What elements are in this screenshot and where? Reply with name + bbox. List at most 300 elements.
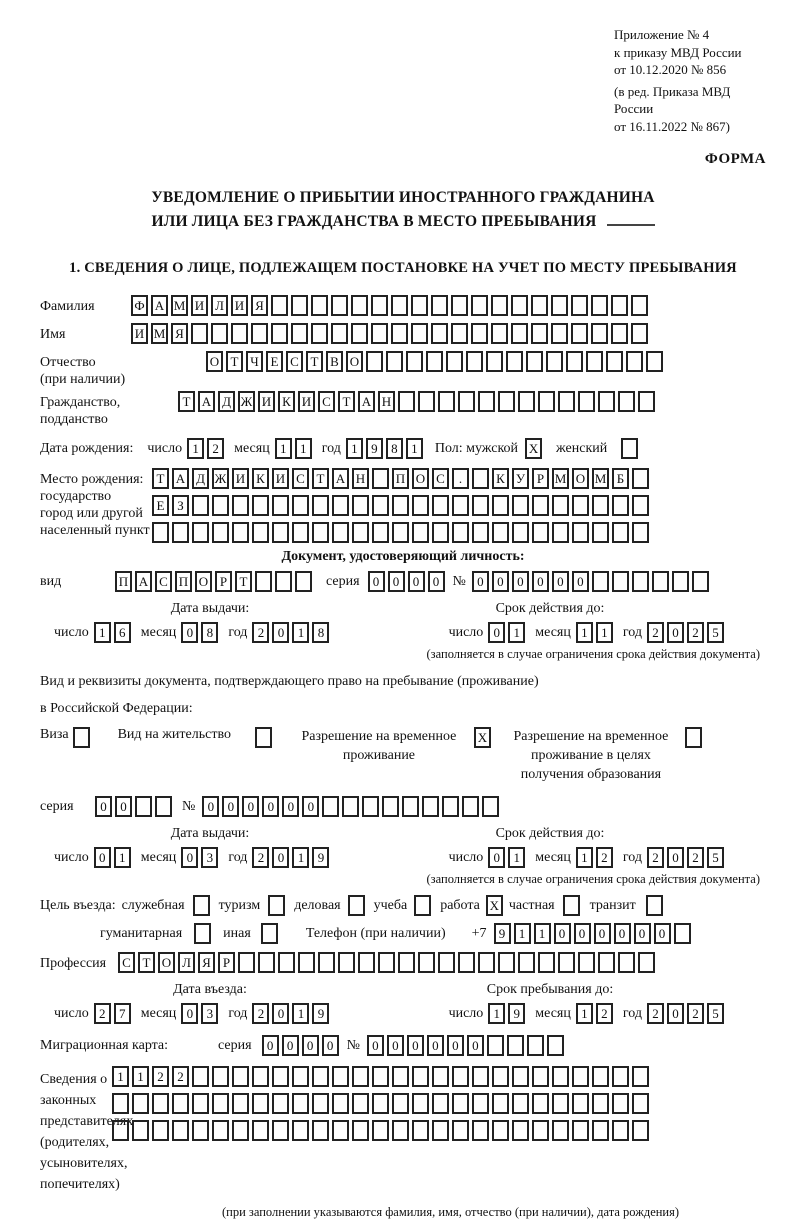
char-cell[interactable]: [332, 1066, 349, 1087]
char-cell[interactable]: 0: [594, 923, 611, 944]
char-cell[interactable]: [552, 1093, 569, 1114]
char-cell[interactable]: [492, 1066, 509, 1087]
char-cell[interactable]: Т: [312, 468, 329, 489]
char-cell[interactable]: [552, 1120, 569, 1141]
char-cell[interactable]: П: [115, 571, 132, 592]
char-cell[interactable]: 0: [572, 571, 589, 592]
char-cell[interactable]: А: [332, 468, 349, 489]
char-cell[interactable]: 9: [494, 923, 511, 944]
char-cell[interactable]: 0: [272, 1003, 289, 1024]
char-cell[interactable]: [438, 391, 455, 412]
char-cell[interactable]: 0: [181, 1003, 198, 1024]
char-cell[interactable]: [558, 391, 575, 412]
char-cell[interactable]: 0: [472, 571, 489, 592]
char-cell[interactable]: М: [151, 323, 168, 344]
char-cell[interactable]: 0: [272, 622, 289, 643]
char-cell[interactable]: 1: [132, 1066, 149, 1087]
char-cell[interactable]: Д: [192, 468, 209, 489]
char-cell[interactable]: [527, 1035, 544, 1056]
char-cell[interactable]: [512, 495, 529, 516]
char-cell[interactable]: А: [358, 391, 375, 412]
char-cell[interactable]: [592, 571, 609, 592]
char-cell[interactable]: 0: [202, 796, 219, 817]
char-cell[interactable]: [478, 391, 495, 412]
checkbox-cell[interactable]: X: [474, 727, 491, 748]
char-cell[interactable]: [372, 1093, 389, 1114]
char-cell[interactable]: 0: [387, 1035, 404, 1056]
char-cell[interactable]: 8: [312, 622, 329, 643]
char-cell[interactable]: [546, 351, 563, 372]
char-cell[interactable]: [292, 495, 309, 516]
char-cell[interactable]: [512, 1093, 529, 1114]
char-cell[interactable]: А: [135, 571, 152, 592]
char-cell[interactable]: [155, 796, 172, 817]
char-cell[interactable]: 2: [596, 847, 613, 868]
char-cell[interactable]: [442, 796, 459, 817]
char-cell[interactable]: [632, 1093, 649, 1114]
char-cell[interactable]: 1: [534, 923, 551, 944]
char-cell[interactable]: 7: [114, 1003, 131, 1024]
char-cell[interactable]: [471, 323, 488, 344]
char-cell[interactable]: С: [318, 391, 335, 412]
char-cell[interactable]: [547, 1035, 564, 1056]
char-cell[interactable]: Ж: [212, 468, 229, 489]
char-cell[interactable]: Р: [218, 952, 235, 973]
char-cell[interactable]: [386, 351, 403, 372]
char-cell[interactable]: [572, 1120, 589, 1141]
char-cell[interactable]: 2: [252, 1003, 269, 1024]
char-cell[interactable]: [591, 323, 608, 344]
char-cell[interactable]: [551, 295, 568, 316]
checkbox-cell[interactable]: [268, 895, 285, 916]
char-cell[interactable]: [452, 1066, 469, 1087]
char-cell[interactable]: И: [272, 468, 289, 489]
char-cell[interactable]: С: [155, 571, 172, 592]
char-cell[interactable]: [232, 1120, 249, 1141]
checkbox-cell[interactable]: [255, 727, 272, 748]
char-cell[interactable]: [192, 495, 209, 516]
char-cell[interactable]: [362, 796, 379, 817]
char-cell[interactable]: 5: [707, 847, 724, 868]
char-cell[interactable]: [391, 323, 408, 344]
char-cell[interactable]: [506, 351, 523, 372]
char-cell[interactable]: Т: [235, 571, 252, 592]
char-cell[interactable]: 2: [687, 847, 704, 868]
char-cell[interactable]: [411, 323, 428, 344]
char-cell[interactable]: [452, 495, 469, 516]
char-cell[interactable]: [626, 351, 643, 372]
char-cell[interactable]: 1: [275, 438, 292, 459]
char-cell[interactable]: [432, 1120, 449, 1141]
char-cell[interactable]: [498, 391, 515, 412]
char-cell[interactable]: [618, 391, 635, 412]
char-cell[interactable]: [332, 1120, 349, 1141]
char-cell[interactable]: 1: [94, 622, 111, 643]
char-cell[interactable]: [518, 952, 535, 973]
char-cell[interactable]: 1: [406, 438, 423, 459]
char-cell[interactable]: [295, 571, 312, 592]
char-cell[interactable]: 2: [207, 438, 224, 459]
char-cell[interactable]: [638, 952, 655, 973]
char-cell[interactable]: Р: [215, 571, 232, 592]
char-cell[interactable]: [338, 952, 355, 973]
char-cell[interactable]: 1: [508, 622, 525, 643]
char-cell[interactable]: О: [195, 571, 212, 592]
char-cell[interactable]: .: [452, 468, 469, 489]
char-cell[interactable]: [458, 391, 475, 412]
char-cell[interactable]: Т: [138, 952, 155, 973]
char-cell[interactable]: [532, 1120, 549, 1141]
char-cell[interactable]: [352, 495, 369, 516]
char-cell[interactable]: [491, 323, 508, 344]
char-cell[interactable]: [412, 1120, 429, 1141]
char-cell[interactable]: 2: [596, 1003, 613, 1024]
char-cell[interactable]: [366, 351, 383, 372]
char-cell[interactable]: [451, 323, 468, 344]
char-cell[interactable]: [612, 1066, 629, 1087]
char-cell[interactable]: [372, 495, 389, 516]
char-cell[interactable]: [292, 522, 309, 543]
char-cell[interactable]: [212, 522, 229, 543]
checkbox-cell[interactable]: X: [486, 895, 503, 916]
char-cell[interactable]: [432, 495, 449, 516]
char-cell[interactable]: [672, 571, 689, 592]
char-cell[interactable]: [526, 351, 543, 372]
char-cell[interactable]: 5: [707, 622, 724, 643]
char-cell[interactable]: Ж: [238, 391, 255, 412]
char-cell[interactable]: С: [432, 468, 449, 489]
char-cell[interactable]: 1: [576, 1003, 593, 1024]
char-cell[interactable]: [692, 571, 709, 592]
char-cell[interactable]: 1: [488, 1003, 505, 1024]
char-cell[interactable]: [432, 1066, 449, 1087]
char-cell[interactable]: 0: [428, 571, 445, 592]
char-cell[interactable]: [352, 1120, 369, 1141]
char-cell[interactable]: С: [286, 351, 303, 372]
char-cell[interactable]: [232, 1066, 249, 1087]
char-cell[interactable]: [674, 923, 691, 944]
char-cell[interactable]: К: [278, 391, 295, 412]
char-cell[interactable]: Ф: [131, 295, 148, 316]
char-cell[interactable]: Б: [612, 468, 629, 489]
char-cell[interactable]: [192, 1066, 209, 1087]
char-cell[interactable]: В: [326, 351, 343, 372]
char-cell[interactable]: [392, 1066, 409, 1087]
char-cell[interactable]: [531, 323, 548, 344]
char-cell[interactable]: 0: [554, 923, 571, 944]
char-cell[interactable]: 1: [187, 438, 204, 459]
char-cell[interactable]: И: [298, 391, 315, 412]
char-cell[interactable]: [252, 1093, 269, 1114]
char-cell[interactable]: [371, 295, 388, 316]
char-cell[interactable]: [291, 295, 308, 316]
char-cell[interactable]: 0: [447, 1035, 464, 1056]
char-cell[interactable]: [191, 323, 208, 344]
char-cell[interactable]: [352, 522, 369, 543]
char-cell[interactable]: [492, 1120, 509, 1141]
char-cell[interactable]: 0: [181, 847, 198, 868]
char-cell[interactable]: 2: [687, 622, 704, 643]
char-cell[interactable]: [172, 1120, 189, 1141]
char-cell[interactable]: [378, 952, 395, 973]
char-cell[interactable]: [612, 571, 629, 592]
char-cell[interactable]: [492, 1093, 509, 1114]
char-cell[interactable]: 0: [272, 847, 289, 868]
char-cell[interactable]: [358, 952, 375, 973]
char-cell[interactable]: [132, 1120, 149, 1141]
char-cell[interactable]: О: [572, 468, 589, 489]
char-cell[interactable]: [272, 1093, 289, 1114]
char-cell[interactable]: [382, 796, 399, 817]
char-cell[interactable]: [452, 1093, 469, 1114]
char-cell[interactable]: [211, 323, 228, 344]
char-cell[interactable]: [292, 1120, 309, 1141]
char-cell[interactable]: 0: [242, 796, 259, 817]
char-cell[interactable]: [591, 295, 608, 316]
char-cell[interactable]: 0: [667, 622, 684, 643]
char-cell[interactable]: 1: [514, 923, 531, 944]
char-cell[interactable]: 0: [654, 923, 671, 944]
char-cell[interactable]: [312, 522, 329, 543]
char-cell[interactable]: 0: [407, 1035, 424, 1056]
char-cell[interactable]: М: [592, 468, 609, 489]
char-cell[interactable]: 0: [512, 571, 529, 592]
char-cell[interactable]: 1: [292, 622, 309, 643]
char-cell[interactable]: [312, 1093, 329, 1114]
char-cell[interactable]: [572, 495, 589, 516]
char-cell[interactable]: [272, 495, 289, 516]
char-cell[interactable]: [487, 1035, 504, 1056]
char-cell[interactable]: 0: [302, 1035, 319, 1056]
char-cell[interactable]: [592, 495, 609, 516]
char-cell[interactable]: [532, 522, 549, 543]
char-cell[interactable]: Я: [198, 952, 215, 973]
char-cell[interactable]: [406, 351, 423, 372]
char-cell[interactable]: Т: [306, 351, 323, 372]
checkbox-cell[interactable]: [685, 727, 702, 748]
char-cell[interactable]: [412, 1066, 429, 1087]
char-cell[interactable]: [272, 1120, 289, 1141]
char-cell[interactable]: 0: [488, 847, 505, 868]
char-cell[interactable]: Е: [152, 495, 169, 516]
char-cell[interactable]: [432, 1093, 449, 1114]
char-cell[interactable]: [572, 1093, 589, 1114]
char-cell[interactable]: Н: [352, 468, 369, 489]
char-cell[interactable]: [312, 1066, 329, 1087]
char-cell[interactable]: [332, 1093, 349, 1114]
char-cell[interactable]: [112, 1093, 129, 1114]
char-cell[interactable]: [646, 351, 663, 372]
char-cell[interactable]: 1: [576, 622, 593, 643]
char-cell[interactable]: [252, 495, 269, 516]
char-cell[interactable]: [531, 295, 548, 316]
char-cell[interactable]: [351, 295, 368, 316]
char-cell[interactable]: [272, 522, 289, 543]
char-cell[interactable]: [491, 295, 508, 316]
char-cell[interactable]: [258, 952, 275, 973]
char-cell[interactable]: [632, 1120, 649, 1141]
char-cell[interactable]: [572, 1066, 589, 1087]
char-cell[interactable]: 1: [596, 622, 613, 643]
char-cell[interactable]: О: [346, 351, 363, 372]
char-cell[interactable]: Л: [211, 295, 228, 316]
char-cell[interactable]: [392, 522, 409, 543]
char-cell[interactable]: [311, 323, 328, 344]
char-cell[interactable]: [312, 1120, 329, 1141]
char-cell[interactable]: И: [258, 391, 275, 412]
char-cell[interactable]: 2: [172, 1066, 189, 1087]
char-cell[interactable]: [172, 522, 189, 543]
char-cell[interactable]: У: [512, 468, 529, 489]
char-cell[interactable]: 0: [181, 622, 198, 643]
char-cell[interactable]: 1: [292, 847, 309, 868]
char-cell[interactable]: [612, 522, 629, 543]
char-cell[interactable]: [631, 295, 648, 316]
char-cell[interactable]: [291, 323, 308, 344]
char-cell[interactable]: Т: [178, 391, 195, 412]
char-cell[interactable]: [452, 522, 469, 543]
char-cell[interactable]: [482, 796, 499, 817]
checkbox-cell[interactable]: [646, 895, 663, 916]
char-cell[interactable]: [632, 571, 649, 592]
char-cell[interactable]: 1: [292, 1003, 309, 1024]
char-cell[interactable]: [412, 495, 429, 516]
char-cell[interactable]: [372, 468, 389, 489]
char-cell[interactable]: [552, 1066, 569, 1087]
char-cell[interactable]: [212, 1120, 229, 1141]
char-cell[interactable]: 1: [346, 438, 363, 459]
char-cell[interactable]: [432, 522, 449, 543]
char-cell[interactable]: 0: [492, 571, 509, 592]
char-cell[interactable]: [342, 796, 359, 817]
char-cell[interactable]: 9: [312, 847, 329, 868]
char-cell[interactable]: [578, 391, 595, 412]
char-cell[interactable]: [412, 522, 429, 543]
char-cell[interactable]: [132, 1093, 149, 1114]
char-cell[interactable]: 2: [647, 1003, 664, 1024]
char-cell[interactable]: [238, 952, 255, 973]
char-cell[interactable]: А: [172, 468, 189, 489]
checkbox-cell[interactable]: [348, 895, 365, 916]
char-cell[interactable]: 0: [302, 796, 319, 817]
char-cell[interactable]: [392, 1093, 409, 1114]
char-cell[interactable]: 3: [201, 1003, 218, 1024]
char-cell[interactable]: Т: [152, 468, 169, 489]
char-cell[interactable]: [251, 323, 268, 344]
char-cell[interactable]: 2: [647, 622, 664, 643]
char-cell[interactable]: [632, 468, 649, 489]
char-cell[interactable]: П: [392, 468, 409, 489]
char-cell[interactable]: 0: [388, 571, 405, 592]
char-cell[interactable]: [471, 295, 488, 316]
char-cell[interactable]: [632, 495, 649, 516]
char-cell[interactable]: [558, 952, 575, 973]
char-cell[interactable]: [271, 323, 288, 344]
char-cell[interactable]: С: [292, 468, 309, 489]
char-cell[interactable]: 0: [574, 923, 591, 944]
char-cell[interactable]: [152, 1093, 169, 1114]
char-cell[interactable]: [618, 952, 635, 973]
char-cell[interactable]: 9: [508, 1003, 525, 1024]
char-cell[interactable]: [298, 952, 315, 973]
char-cell[interactable]: К: [492, 468, 509, 489]
char-cell[interactable]: 0: [667, 1003, 684, 1024]
char-cell[interactable]: И: [191, 295, 208, 316]
char-cell[interactable]: 0: [614, 923, 631, 944]
char-cell[interactable]: 0: [368, 571, 385, 592]
char-cell[interactable]: Е: [266, 351, 283, 372]
char-cell[interactable]: [512, 1120, 529, 1141]
char-cell[interactable]: [462, 796, 479, 817]
char-cell[interactable]: 0: [115, 796, 132, 817]
char-cell[interactable]: [446, 351, 463, 372]
char-cell[interactable]: [532, 1066, 549, 1087]
char-cell[interactable]: 0: [408, 571, 425, 592]
char-cell[interactable]: 6: [114, 622, 131, 643]
char-cell[interactable]: 0: [427, 1035, 444, 1056]
char-cell[interactable]: [292, 1093, 309, 1114]
char-cell[interactable]: И: [232, 468, 249, 489]
char-cell[interactable]: 8: [201, 622, 218, 643]
char-cell[interactable]: [598, 952, 615, 973]
char-cell[interactable]: 1: [508, 847, 525, 868]
checkbox-cell[interactable]: [194, 923, 211, 944]
checkbox-cell[interactable]: [261, 923, 278, 944]
char-cell[interactable]: [418, 391, 435, 412]
char-cell[interactable]: [598, 391, 615, 412]
char-cell[interactable]: [512, 1066, 529, 1087]
char-cell[interactable]: [538, 952, 555, 973]
char-cell[interactable]: [538, 391, 555, 412]
char-cell[interactable]: [571, 323, 588, 344]
char-cell[interactable]: 0: [488, 622, 505, 643]
char-cell[interactable]: [271, 295, 288, 316]
char-cell[interactable]: [172, 1093, 189, 1114]
char-cell[interactable]: [511, 295, 528, 316]
char-cell[interactable]: 8: [386, 438, 403, 459]
char-cell[interactable]: [486, 351, 503, 372]
char-cell[interactable]: [612, 1093, 629, 1114]
char-cell[interactable]: [452, 1120, 469, 1141]
char-cell[interactable]: 0: [262, 796, 279, 817]
char-cell[interactable]: [252, 1120, 269, 1141]
char-cell[interactable]: [592, 1066, 609, 1087]
char-cell[interactable]: [392, 495, 409, 516]
char-cell[interactable]: Т: [338, 391, 355, 412]
char-cell[interactable]: [331, 295, 348, 316]
char-cell[interactable]: [212, 495, 229, 516]
checkbox-cell[interactable]: [193, 895, 210, 916]
char-cell[interactable]: О: [206, 351, 223, 372]
char-cell[interactable]: [152, 1120, 169, 1141]
char-cell[interactable]: [572, 522, 589, 543]
char-cell[interactable]: А: [198, 391, 215, 412]
char-cell[interactable]: [292, 1066, 309, 1087]
char-cell[interactable]: [511, 323, 528, 344]
char-cell[interactable]: К: [252, 468, 269, 489]
char-cell[interactable]: С: [118, 952, 135, 973]
char-cell[interactable]: [472, 1120, 489, 1141]
char-cell[interactable]: [551, 323, 568, 344]
char-cell[interactable]: З: [172, 495, 189, 516]
char-cell[interactable]: [507, 1035, 524, 1056]
char-cell[interactable]: [412, 1093, 429, 1114]
char-cell[interactable]: [232, 522, 249, 543]
char-cell[interactable]: [458, 952, 475, 973]
char-cell[interactable]: М: [171, 295, 188, 316]
char-cell[interactable]: П: [175, 571, 192, 592]
char-cell[interactable]: [112, 1120, 129, 1141]
